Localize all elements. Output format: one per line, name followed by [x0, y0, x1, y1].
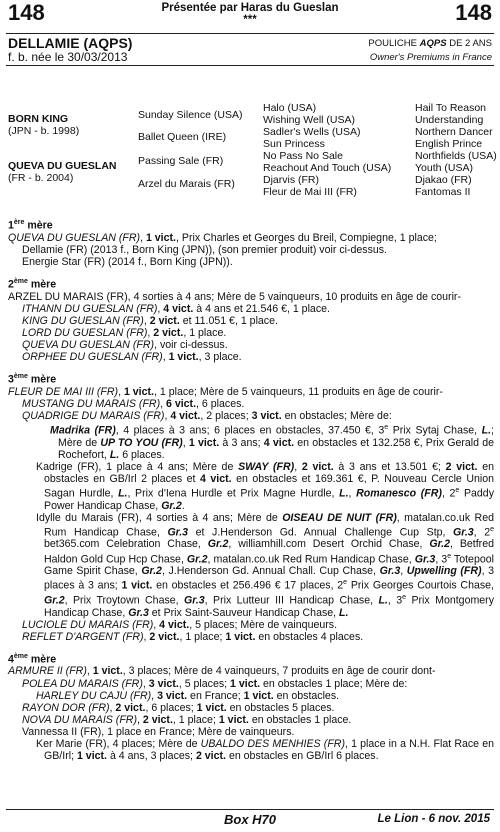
gen4-list [415, 102, 497, 198]
offspring-line: ITHANN DU GUESLAN (FR), 4 vict. à 4 ans et 21.546 €, 1 place. [22, 302, 330, 315]
offspring-line: NOVA DU MARAIS (FR), 2 vict., 1 place; 1 vict. en obstacles 1 place. [22, 713, 352, 726]
bottom-divider [6, 809, 494, 810]
horse-name: DELLAMIE (AQPS) [8, 35, 133, 51]
presenter-name: Présentée par Haras du Gueslan [161, 2, 339, 14]
offspring-line: REFLET D'ARGENT (FR), 2 vict., 1 place; 1 vict. en obstacles 4 places. [22, 630, 364, 643]
para-first-dam: QUEVA DU GUESLAN (FR), 1 vict., Prix Charles et Georges du Breil, Compiegne, 1 place; [8, 231, 437, 244]
offspring-line: Ker Marie (FR), 4 places; Mère de UBALDO DES MENHIES (FR), 1 place in a N.H. Flat Race en GB/Irl; 1 vict. à 4 ans, 3 places; 2 vict. en obstacles en GB/Irl 6 places. [36, 737, 495, 763]
heading-first-dam: 1ère mère [8, 219, 53, 232]
gen4-item: Fantomas II [415, 186, 471, 198]
gen4-item: Northfields (USA) [415, 150, 497, 162]
sire-info: (JPN - b. 1998) [8, 125, 80, 137]
sire-name: BORN KING [8, 113, 69, 125]
lot-number-right: 148 [455, 0, 492, 25]
offspring-line: POLEA DU MARAIS (FR), 3 vict., 5 places; 1 vict. en obstacles 1 place; Mère de: [22, 677, 408, 690]
sale-date: Le Lion - 6 nov. 2015 [377, 813, 490, 825]
gen3-item: Reachout And Touch (USA) [263, 162, 392, 174]
gen3-item: Halo (USA) [263, 102, 317, 114]
gen4-item: English Prince [415, 138, 483, 150]
gen2-item: Ballet Queen (IRE) [138, 131, 227, 143]
pedigree-dam [8, 160, 117, 184]
sex-age: POULICHE AQPS DE 2 ANS [368, 38, 492, 49]
gen2-item: Passing Sale (FR) [138, 155, 224, 167]
gen3-list [263, 102, 391, 198]
gen3-item: Fleur de Mai III (FR) [263, 186, 357, 198]
top-divider [6, 33, 494, 34]
pedigree-sire [8, 113, 79, 137]
offspring-line: HARLEY DU CAJU (FR), 3 vict. en France; 1 vict. en obstacles. [36, 689, 340, 702]
gen3-item: Djarvis (FR) [263, 174, 319, 186]
pedigree-divider [6, 65, 494, 66]
gen3-item: Sun Princess [263, 138, 325, 150]
offspring-line: Kadrige (FR), 1 place à 4 ans; Mère de SWAY (FR), 2 vict. à 3 ans et 13.501 €; 2 vict. en obstacles en GB/Irl 2 places et 4 vict. en obstacles et 169.361 €, P. Nouveau Cercle Union Sagan Hurdle, L., Prix d'Iena Hurdle et Prix Magne Hurdle, L., Romanesco (FR), 2e Paddy Power Handicap Chase, Gr.2. [36, 460, 494, 512]
gen3-item: No Pass No Sale [263, 150, 343, 162]
para-fourth-dam: ARMURE II (FR), 1 vict., 3 places; Mère de 4 vainqueurs, 7 produits en âge de courir dont- [8, 665, 436, 678]
offspring-line: KING DU GUESLAN (FR), 2 vict. et 11.051 €, 1 place. [22, 314, 278, 327]
gen2-item: Arzel du Marais (FR) [138, 178, 235, 190]
gen4-item: Hail To Reason [415, 102, 487, 114]
gen3-item: Sadler's Wells (USA) [263, 126, 361, 138]
offspring-line: LORD DU GUESLAN (FR), 2 vict., 1 place. [22, 326, 227, 339]
presenter [0, 2, 500, 26]
owner-premium: Owner's Premiums in France [369, 52, 492, 63]
lot-number-left: 148 [8, 0, 45, 25]
dam-name: QUEVA DU GUESLAN [8, 160, 117, 172]
heading-fourth-dam: 4ème mère [8, 652, 57, 666]
offspring-line: LUCIOLE DU MARAIS (FR), 4 vict., 5 places; Mère de vainqueurs. [22, 618, 338, 631]
para-third-dam: FLEUR DE MAI III (FR), 1 vict., 1 place; Mère de 5 vainqueurs, 11 produits en âge de courir- [8, 385, 443, 398]
presenter-stars: *** [243, 14, 257, 26]
gen4-item: Understanding [415, 114, 484, 126]
box-number: Box H70 [223, 812, 277, 827]
offspring-line: ORPHEE DU GUESLAN (FR), 1 vict., 3 place. [22, 351, 242, 363]
dam-info: (FR - b. 2004) [8, 172, 74, 184]
offspring-line: QUADRIGE DU MARAIS (FR), 4 vict., 2 places; 3 vict. en obstacles; Mère de: [22, 409, 392, 422]
heading-third-dam: 3ème mère [8, 373, 57, 386]
gen4-item: Northern Dancer [415, 126, 493, 138]
family-text [8, 217, 494, 762]
gen4-item: Djakao (FR) [415, 174, 472, 186]
offspring-line: Energie Star (FR) (2014 f., Born King (JPN)). [22, 255, 233, 268]
offspring-line: MUSTANG DU MARAIS (FR), 6 vict., 6 places. [22, 397, 245, 410]
offspring-line: Dellamie (FR) (2013 f., Born King (JPN)), (son premier produit) voir ci-dessus. [22, 243, 388, 256]
gen3-item: Wishing Well (USA) [263, 114, 355, 126]
para-second-dam: ARZEL DU MARAIS (FR), 4 sorties à 4 ans; Mère de 5 vainqueurs, 10 produits en âge de courir- [8, 290, 461, 303]
offspring-line: Idylle du Marais (FR), 4 sorties à 4 ans; Mère de OISEAU DE NUIT (FR), matalan.co.uk Red Rum Handicap Chase, Gr.3 et J.Henderson Gd. Annual Challenge Cup Stp, Gr.3, 2e bet365.com Celebration Chase, Gr.2, williamhill.com Desert Orchid Chase, Gr.2, Betfred Haldon Gold Cup Hcp Chase, Gr.2, matalan.co.uk Red Rum Handicap Chase, Gr.3, 3e Totepool Game Spirit Chase, Gr.2, J.Henderson Gd. Annual Chall. Cup Chase, Gr.3, Upwelling (FR), 3 places à 3 ans; 1 vict. en obstacles et 256.496 € 17 places, 2e Prix Georges Courtois Chase, Gr.2, Prix Troytown Chase, Gr.3, Prix Lutteur III Handicap Chase, L., 3e Prix Montgomery Handicap Chase, Gr.3 et Prix Saint-Sauveur Handicap Chase, L. [36, 511, 494, 619]
heading-second-dam: 2ème mère [8, 277, 57, 291]
gen4-item: Youth (USA) [415, 162, 473, 174]
gen2-item: Sunday Silence (USA) [138, 109, 243, 121]
horse-birth: f. b. née le 30/03/2013 [8, 50, 128, 64]
offspring-line: Madrika (FR), 4 places à 3 ans; 6 places en obstacles, 37.450 €, 3e Prix Sytaj Chase, L.; Mère de UP TO YOU (FR), 1 vict. à 3 ans; 4 vict. en obstacles et 132.258 €, Prix Gerald de Rochefort, L. 6 places. [50, 424, 494, 461]
offspring-line: RAYON DOR (FR), 2 vict., 6 places; 1 vict. en obstacles 5 places. [22, 701, 335, 714]
offspring-line: Vannessa II (FR), 1 place en France; Mère de vainqueurs. [22, 725, 295, 738]
offspring-line: QUEVA DU GUESLAN (FR), voir ci-dessus. [22, 338, 228, 351]
